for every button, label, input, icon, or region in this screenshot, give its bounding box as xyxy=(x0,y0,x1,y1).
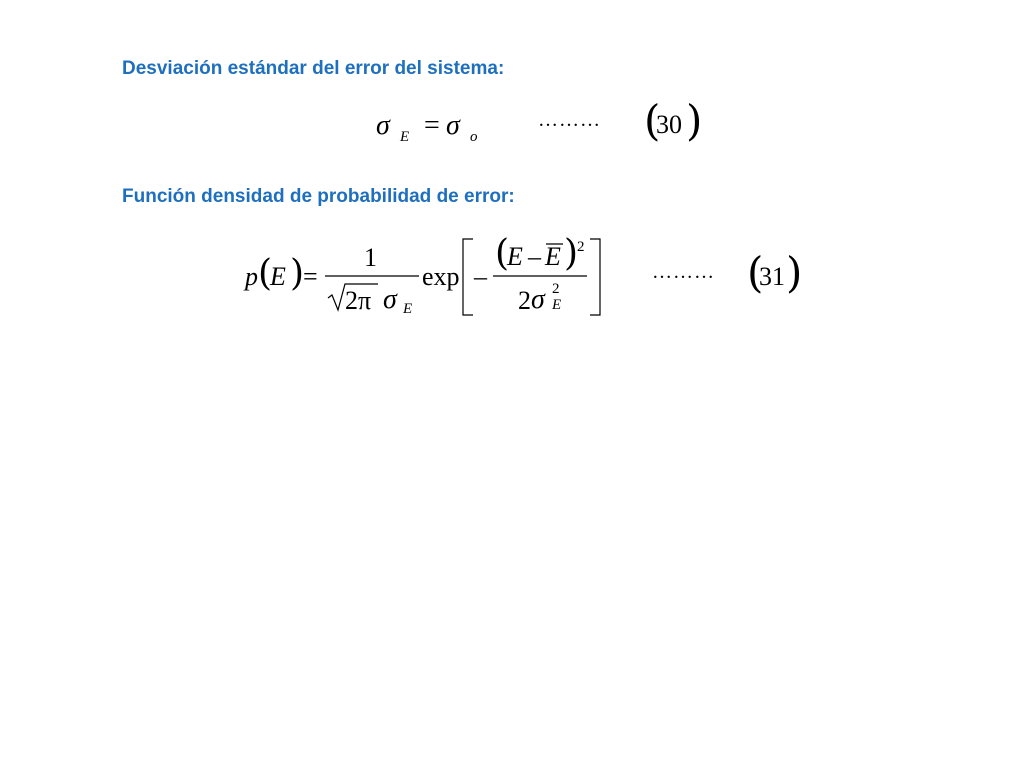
left-bracket xyxy=(462,238,474,316)
equals-sign: = xyxy=(424,110,440,141)
subscript-o: o xyxy=(470,129,478,145)
subscript-e: E xyxy=(403,301,413,317)
equation-number: 30 xyxy=(656,110,682,139)
equation-paren-close: ) xyxy=(686,96,703,145)
equation-dots: ……… xyxy=(538,109,601,131)
equation-paren-open: ( xyxy=(644,96,661,145)
equals-sign: = xyxy=(303,262,318,291)
right-bracket xyxy=(589,238,601,316)
equation-number: 31 xyxy=(759,262,785,291)
fraction-numerator: 1 xyxy=(364,243,377,272)
den-superscript: 2 xyxy=(552,281,560,297)
sigma-symbol: σ xyxy=(376,110,390,141)
heading-pdf: Función densidad de probabilidad de error: xyxy=(122,186,515,207)
minus-sign: – xyxy=(474,262,487,291)
den-two: 2 xyxy=(518,286,531,315)
inner-paren-close: ) xyxy=(564,233,579,274)
equation-paren-open: ( xyxy=(747,248,764,297)
equation-paren-close: ) xyxy=(786,248,803,297)
p-symbol: p xyxy=(245,262,258,291)
den-subscript-e: E xyxy=(552,297,562,313)
two-pi: 2π xyxy=(345,286,372,315)
sigma-symbol: σ xyxy=(446,110,460,141)
heading-std-dev: Desviación estándar del error del sistema: xyxy=(122,58,505,79)
subscript-e: E xyxy=(400,129,410,145)
den-sigma: σ xyxy=(531,284,545,315)
inner-paren-open: ( xyxy=(495,233,510,274)
paren-open: ( xyxy=(258,253,273,294)
inner-ebar-symbol: E xyxy=(545,242,561,271)
fraction-bar xyxy=(325,275,420,277)
overline xyxy=(546,243,564,245)
e-symbol: E xyxy=(270,262,286,291)
inner-fraction-bar xyxy=(493,275,588,277)
equation-dots: ……… xyxy=(652,261,715,283)
inner-minus: – xyxy=(528,242,541,271)
inner-e-symbol: E xyxy=(507,242,523,271)
sigma-symbol: σ xyxy=(383,284,397,315)
exp-function: exp xyxy=(422,262,460,291)
inner-superscript: 2 xyxy=(577,239,585,255)
paren-close: ) xyxy=(290,253,305,294)
